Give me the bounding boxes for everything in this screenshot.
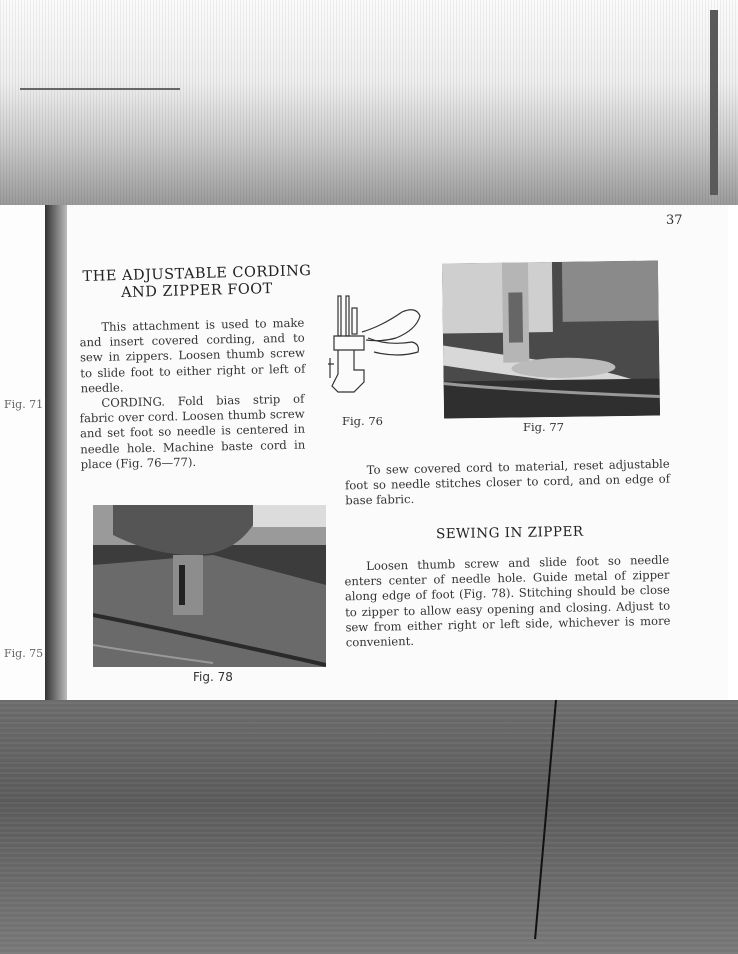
margin-label-fig75: Fig. 75 xyxy=(4,647,44,660)
margin-label-fig71: Fig. 71 xyxy=(4,398,44,411)
scan-artifact-line xyxy=(20,88,180,90)
zipper-foot-photo xyxy=(442,260,660,418)
intro-paragraph: This attachment is used to make and insert covered cording, and to sew in zippers. Loosen thumb screw to slide foot to either right or left of needle. xyxy=(79,315,306,396)
section-title-line1: THE ADJUSTABLE CORDING xyxy=(82,263,312,285)
page-binding-shadow xyxy=(45,205,67,702)
subsection-title: SEWING IN ZIPPER xyxy=(435,523,584,543)
scanned-page-bottom-shadow xyxy=(0,700,738,954)
section-title-line2: AND ZIPPER FOOT xyxy=(120,281,274,301)
covered-cord-paragraph: To sew covered cord to material, reset adjustable foot so needle stitches closer to cord, and on edge of base fabric. xyxy=(344,456,671,508)
figure-78-caption: Fig. 78 xyxy=(193,670,233,684)
previous-page-edge xyxy=(0,205,45,702)
zipper-paragraph: Loosen thumb screw and slide foot so needle enters center of needle hole. Guide metal of zipper along edge of foot (Fig. 78). Stitching should be close to zipper to allow easy opening and closing. Adjust to sew from either right or left side, whichever is more convenient. xyxy=(344,552,671,650)
page-number: 37 xyxy=(666,213,683,228)
figure-77-caption: Fig. 77 xyxy=(523,420,564,434)
figure-78-photo xyxy=(93,505,326,667)
cording-paragraph: CORDING. Fold bias strip of fabric over cord. Loosen thumb screw and set foot so needle is centered in needle hole. Machine baste cord in place (Fig. 76—77). xyxy=(79,391,306,472)
presser-foot-drawing xyxy=(322,294,422,406)
section-title xyxy=(82,263,312,301)
figure-77-photo xyxy=(442,260,660,418)
sewing-zipper-photo xyxy=(93,505,326,667)
scanned-page-top-shadow xyxy=(0,0,738,205)
figure-76-caption: Fig. 76 xyxy=(342,414,383,428)
page-edge-shadow xyxy=(710,10,718,195)
figure-76-drawing xyxy=(322,294,422,406)
